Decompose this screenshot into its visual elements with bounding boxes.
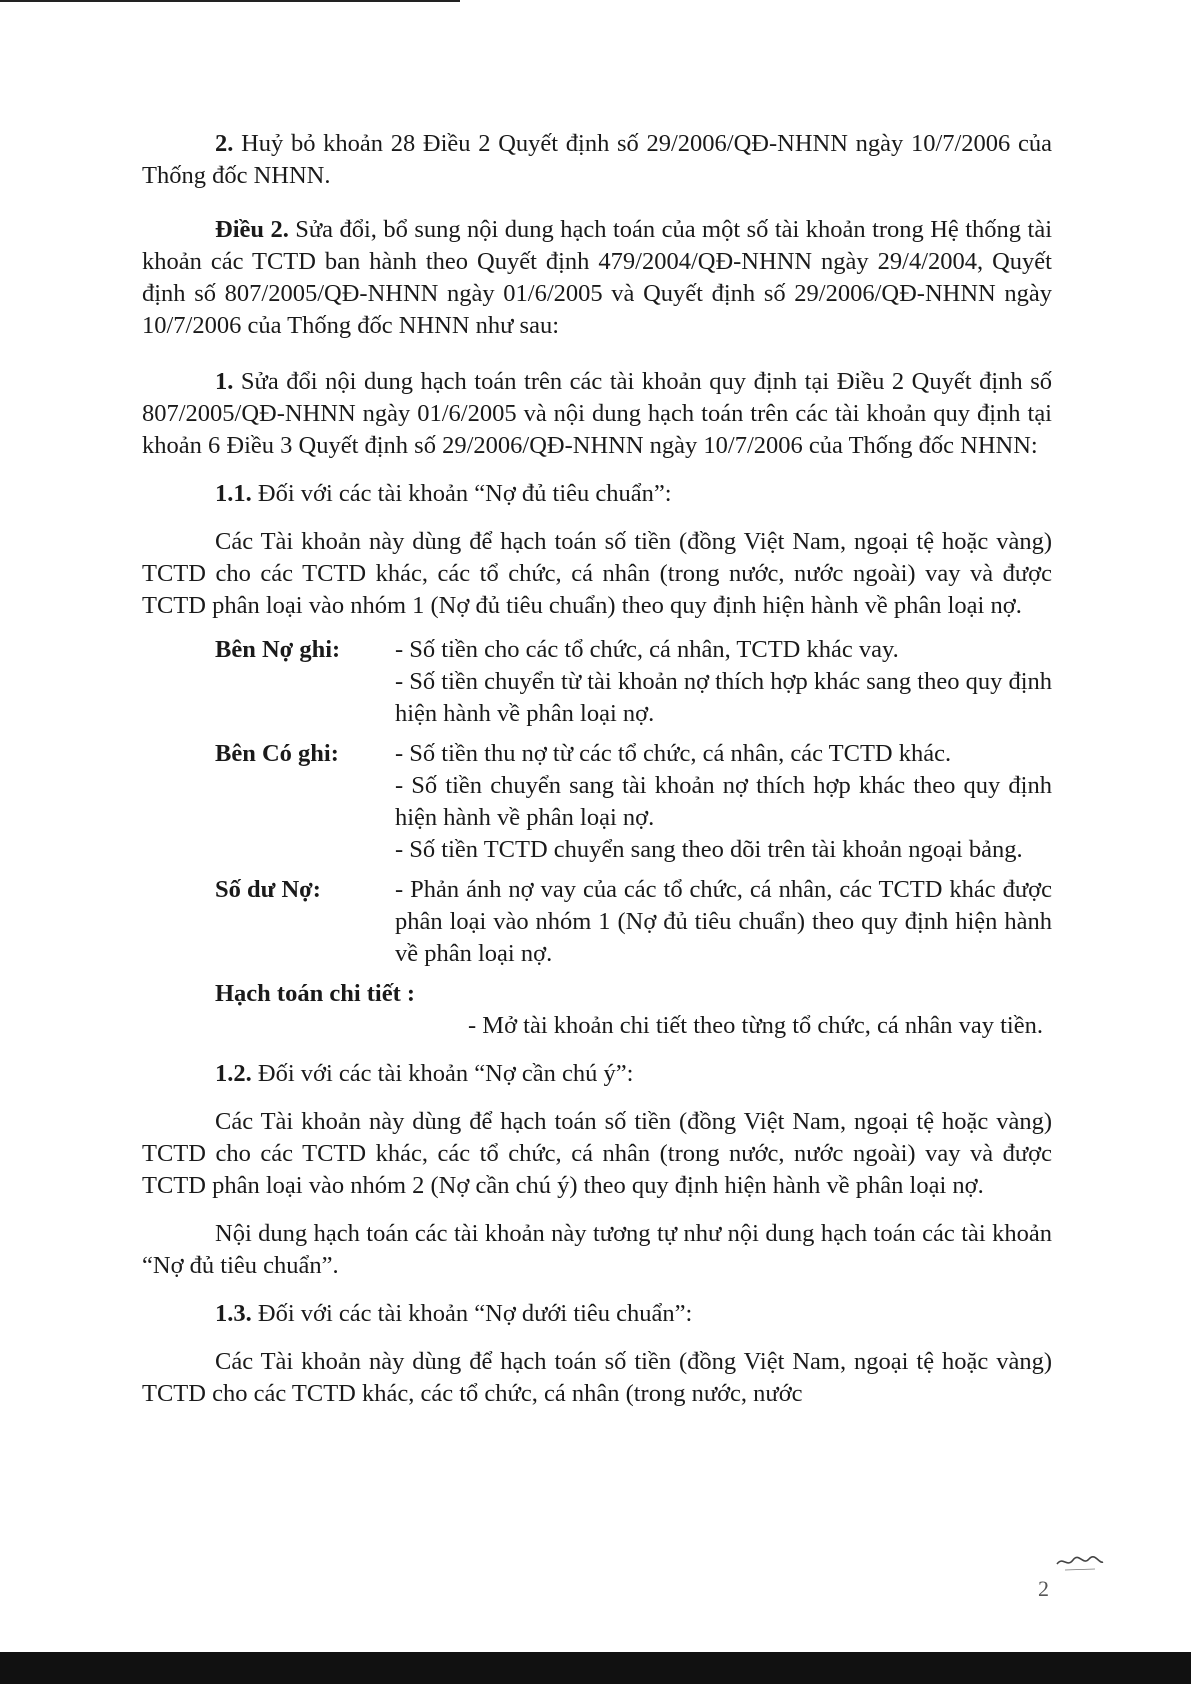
section-1-1-description: Các Tài khoản này dùng để hạch toán số tiền (đồng Việt Nam, ngoại tệ hoặc vàng) TCTD cho các TCTD khác, các tổ chức, cá nhân (trong nước, nước ngoài) vay và được TCTD phân loại vào nhóm 1 (Nợ đủ tiêu chuẩn) theo quy định hiện hành về phân loại nợ. — [142, 528, 1052, 619]
balance-body — [395, 874, 1052, 970]
page-number: 2 — [1038, 1576, 1049, 1601]
document-body — [142, 128, 1052, 1410]
scan-top-edge-line — [0, 0, 460, 2]
handwritten-initials-mark — [1055, 1550, 1105, 1574]
section-1-2-title — [142, 1058, 1052, 1090]
clause-number: 2. — [215, 130, 234, 157]
article1-clause2 — [142, 128, 1052, 192]
clause-text: Huỷ bỏ khoản 28 Điều 2 Quyết định số 29/2006/QĐ-NHNN ngày 10/7/2006 của Thống đốc NHNN. — [142, 130, 1052, 189]
section-1-2-description: Các Tài khoản này dùng để hạch toán số tiền (đồng Việt Nam, ngoại tệ hoặc vàng) TCTD cho các TCTD khác, các tổ chức, cá nhân (trong nước, nước ngoài) vay và được TCTD phân loại vào nhóm 2 (Nợ cần chú ý) theo quy định hiện hành về phân loại nợ. — [142, 1108, 1052, 1199]
debit-entry — [215, 634, 1052, 730]
article2-clause1 — [142, 366, 1052, 462]
balance-line: - Phản ánh nợ vay của các tổ chức, cá nhân, các TCTD khác được phân loại vào nhóm 1 (Nợ đủ tiêu chuẩn) theo quy định hiện hành về phân loại nợ. — [395, 876, 1052, 967]
section-title: Đối với các tài khoản “Nợ dưới tiêu chuẩn”: — [251, 1300, 693, 1327]
section-title: Đối với các tài khoản “Nợ cần chú ý”: — [251, 1060, 634, 1087]
clause-text: Sửa đổi nội dung hạch toán trên các tài khoản quy định tại Điều 2 Quyết định số 807/2005/QĐ-NHNN ngày 01/6/2005 và nội dung hạch toán trên các tài khoản quy định tại khoản 6 Điều 3 Quyết định số 29/2006/QĐ-NHNN ngày 10/7/2006 của Thống đốc NHNN: — [142, 368, 1052, 459]
section-number: 1.1. — [215, 480, 252, 507]
balance-label: Số dư Nợ: — [215, 876, 321, 903]
article-text: Sửa đổi, bổ sung nội dung hạch toán của một số tài khoản trong Hệ thống tài khoản các TCTD ban hành theo Quyết định 479/2004/QĐ-NHNN ngày 29/4/2004, Quyết định số 807/2005/QĐ-NHNN ngày 01/6/2005 và Quyết định số 29/2006/QĐ-NHNN ngày 10/7/2006 của Thống đốc NHNN như sau: — [142, 216, 1052, 339]
debit-body — [395, 634, 1052, 730]
credit-line: - Số tiền TCTD chuyển sang theo dõi trên tài khoản ngoại bảng. — [395, 836, 1023, 863]
section-1-3-description: Các Tài khoản này dùng để hạch toán số tiền (đồng Việt Nam, ngoại tệ hoặc vàng) TCTD cho các TCTD khác, các tổ chức, cá nhân (trong nước, nước — [142, 1348, 1052, 1407]
section-1-3-title — [142, 1298, 1052, 1330]
section-number: 1.3. — [215, 1300, 252, 1327]
credit-label: Bên Có ghi: — [215, 740, 339, 767]
debit-label: Bên Nợ ghi: — [215, 636, 341, 663]
balance-entry — [215, 874, 1052, 970]
accounting-entries — [142, 634, 1052, 1042]
article2-intro — [142, 214, 1052, 342]
detail-line: - Mở tài khoản chi tiết theo từng tổ chức, cá nhân vay tiền. — [468, 1012, 1043, 1039]
credit-body — [395, 738, 1052, 866]
debit-line: - Số tiền cho các tổ chức, cá nhân, TCTD khác vay. — [395, 636, 899, 663]
article-heading: Điều 2. — [215, 216, 289, 243]
credit-entry — [215, 738, 1052, 866]
credit-line: - Số tiền chuyển sang tài khoản nợ thích hợp khác theo quy định hiện hành về phân loại nợ. — [395, 772, 1052, 831]
detail-accounting-label: Hạch toán chi tiết : — [215, 980, 416, 1007]
section-title: Đối với các tài khoản “Nợ đủ tiêu chuẩn”: — [251, 480, 672, 507]
credit-line: - Số tiền thu nợ từ các tổ chức, cá nhân, các TCTD khác. — [395, 740, 952, 767]
section-number: 1.2. — [215, 1060, 252, 1087]
clause-number: 1. — [215, 368, 234, 395]
scan-bottom-edge-bar — [0, 1652, 1191, 1684]
debit-line: - Số tiền chuyển từ tài khoản nợ thích hợp khác sang theo quy định hiện hành về phân loại nợ. — [395, 668, 1053, 727]
section-1-1-title — [142, 478, 1052, 510]
section-1-2-same-as: Nội dung hạch toán các tài khoản này tương tự như nội dung hạch toán các tài khoản “Nợ đủ tiêu chuẩn”. — [142, 1220, 1052, 1279]
detail-accounting-body — [215, 1010, 1052, 1042]
